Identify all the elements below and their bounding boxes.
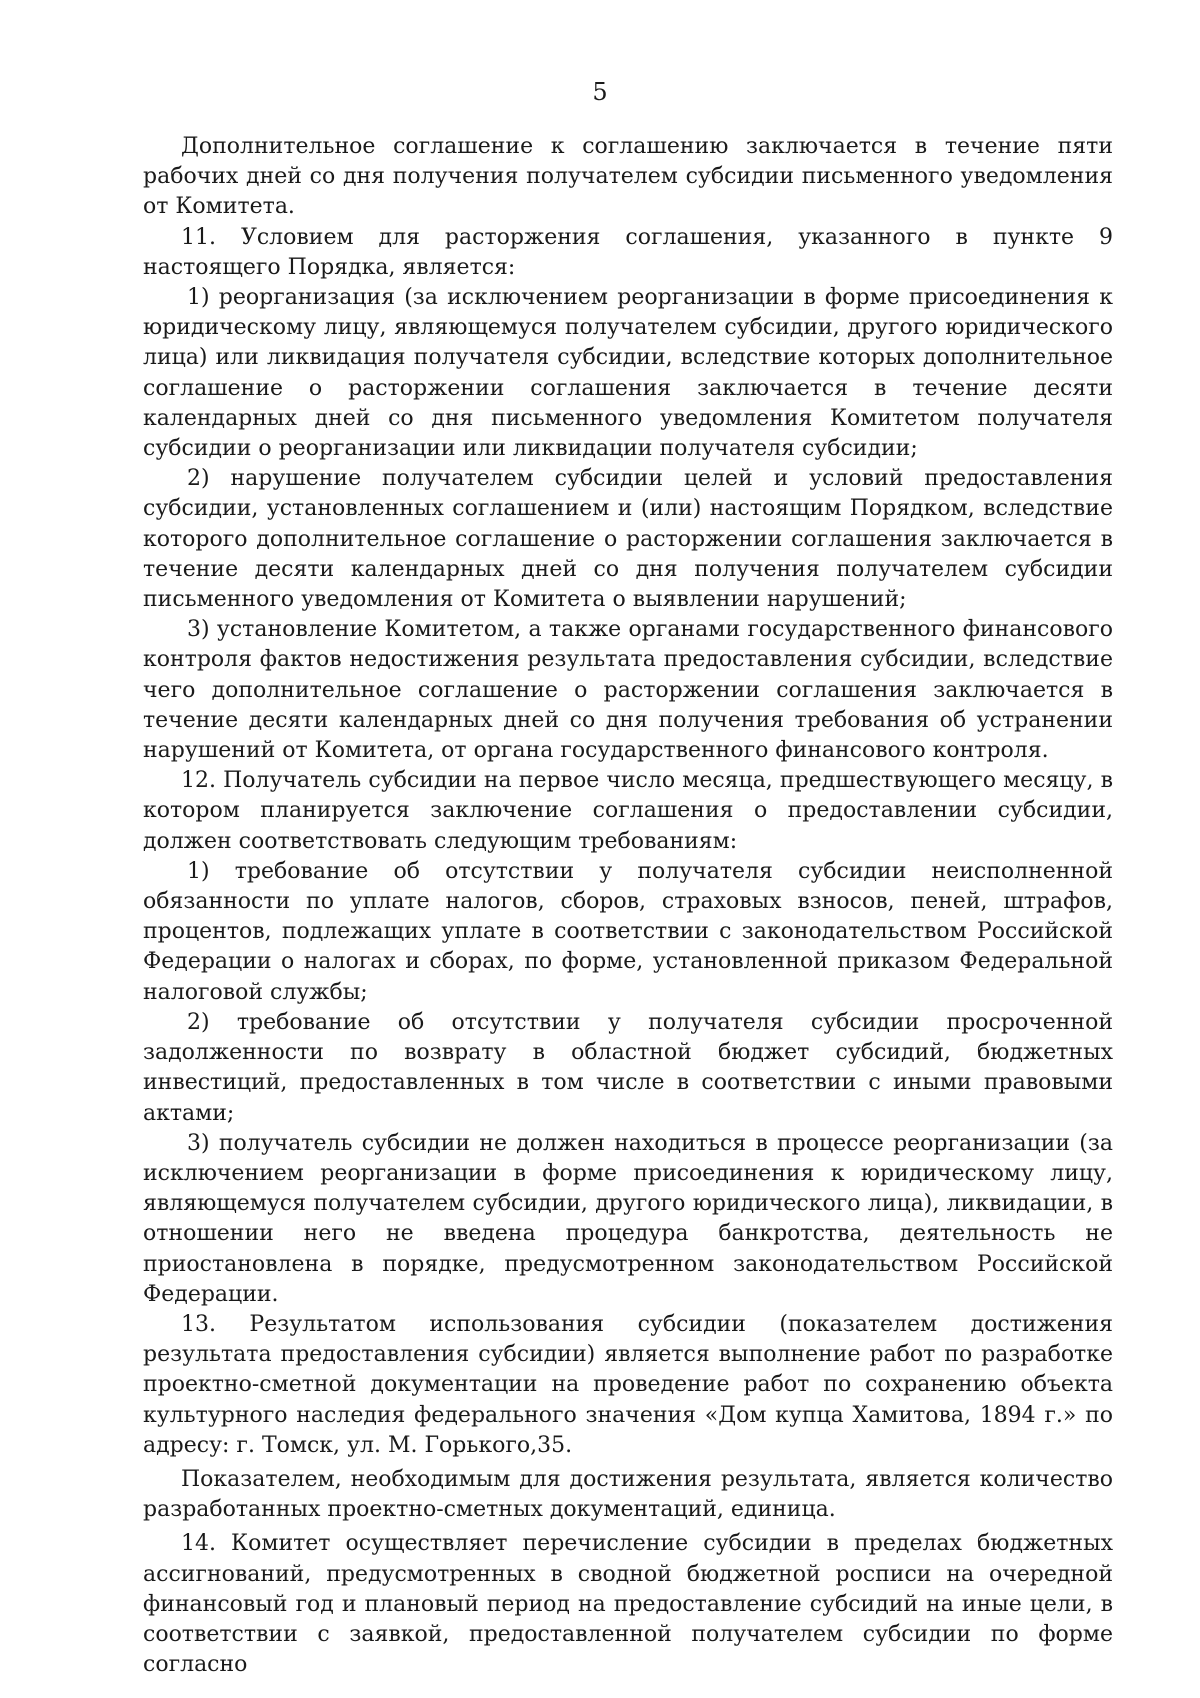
clause-14: 14. Комитет осуществляет перечисление субсидии в пределах бюджетных ассигнований, предусмотренных в сводной бюджетной росписи на очередной финансовый год и плановый период на предоставление субсидий на иные цели, в соответствии с заявкой, предоставленной получателем субсидии по форме согласно <box>143 1531 1113 1678</box>
page-number: 5 <box>592 78 608 106</box>
clause-11: 11. Условием для расторжения соглашения, указанного в пункте 9 настоящего Порядка, является: <box>143 224 1113 280</box>
clause-12: 12. Получатель субсидии на первое число месяца, предшествующего месяцу, в котором планируется заключение соглашения о предоставлении субсидии, должен соответствовать следующим требованиям: <box>143 768 1113 854</box>
clause-11-item-2: 2) нарушение получателем субсидии целей и условий предоставления субсидии, установленных соглашением и (или) настоящим Порядком, вследствие которого дополнительное соглашение о расторжении соглашения заключается в течение десяти календарных дней со дня получения получателем субсидии письменного уведомления от Комитета о выявлении нарушений; <box>143 466 1113 613</box>
clause-11-item-1: 1) реорганизация (за исключением реорганизации в форме присоединения к юридическому лицу, являющемуся получателем субсидии, другого юридического лица) или ликвидация получателя субсидии, вследствие которых дополнительное соглашение о расторжении соглашения заключается в течение десяти календарных дней со дня письменного уведомления Комитетом получателя субсидии о реорганизации или ликвидации получателя субсидии; <box>143 285 1113 462</box>
document-body <box>143 132 1113 1680</box>
clause-11-item-3: 3) установление Комитетом, а также органами государственного финансового контроля фактов недостижения результата предоставления субсидии, вследствие чего дополнительное соглашение о расторжении соглашения заключается в течение десяти календарных дней со дня получения требования об устранении нарушений от Комитета, от органа государственного финансового контроля. <box>143 617 1113 764</box>
paragraph-continuation: Дополнительное соглашение к соглашению заключается в течение пяти рабочих дней со дня получения получателем субсидии письменного уведомления от Комитета. <box>143 134 1113 220</box>
clause-12-item-2: 2) требование об отсутствии у получателя субсидии просроченной задолженности по возврату в областной бюджет субсидий, бюджетных инвестиций, предоставленных в том числе в соответствии с иными правовыми актами; <box>143 1009 1113 1126</box>
clause-13: 13. Результатом использования субсидии (показателем достижения результата предоставления субсидии) является выполнение работ по разработке проектно-сметной документации на проведение работ по сохранению объекта культурного наследия федерального значения «Дом купца Хамитова, 1894 г.» по адресу: г. Томск, ул. М. Горького,35. <box>143 1311 1113 1458</box>
clause-12-item-3: 3) получатель субсидии не должен находиться в процессе реорганизации (за исключением реорганизации в форме присоединения к юридическому лицу, являющемуся получателем субсидии, другого юридического лица), ликвидации, в отношении него не введена процедура банкротства, деятельность не приостановлена в порядке, предусмотренном законодательством Российской Федерации. <box>143 1130 1113 1307</box>
clause-12-item-1: 1) требование об отсутствии у получателя субсидии неисполненной обязанности по уплате налогов, сборов, страховых взносов, пеней, штрафов, процентов, подлежащих уплате в соответствии с законодательством Российской Федерации о налогах и сборах, по форме, установленной приказом Федеральной налоговой службы; <box>143 858 1113 1005</box>
clause-13-indicator: Показателем, необходимым для достижения результата, является количество разработанных проектно-сметных документаций, единица. <box>143 1466 1113 1523</box>
